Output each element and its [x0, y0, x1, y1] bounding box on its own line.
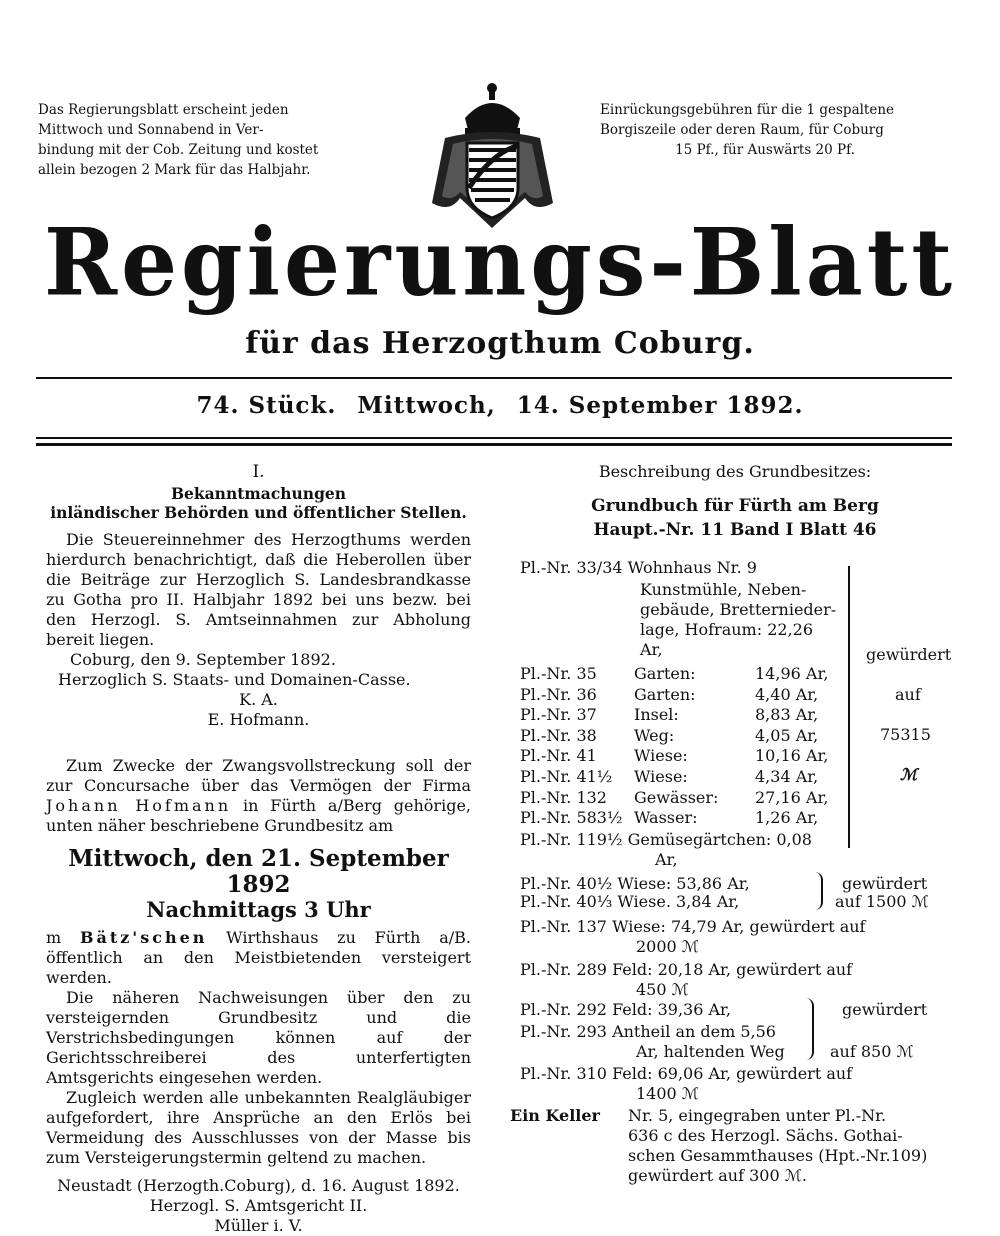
brace [815, 872, 823, 910]
masthead-title: Regierungs-Blatt [43, 207, 957, 317]
parcel-line: lage, Hofraum: 22,26 [640, 620, 813, 639]
auction-firm-name: Johann Hofmann [46, 796, 232, 815]
valuation-amount: 1400 ℳ [636, 1084, 699, 1103]
parcel-line: Ar, [640, 640, 663, 659]
notice-paragraph: Die Steuereinnehmer des Herzogthums werden hierdurch benachrichtigt, daß die Heberollen über die Beiträge zur Herzoglich S. Landesbrandkasse zu Gotha pro II. Halbjahr 1892 bei uns bezw. bei den Herzogl. S. Amtseinnahmen zur Abholung bereit liegen. [46, 530, 471, 649]
valuation-amount: 450 ℳ [636, 980, 689, 999]
cellar-line: 636 c des Herzogl. Sächs. Gothai- [628, 1126, 903, 1145]
valuation-label: gewürdert [866, 645, 952, 664]
auction-signature: Müller i. V. [214, 1216, 303, 1235]
parcel-line: Pl.-Nr. 292 Feld: 39,36 Ar, [520, 1000, 732, 1019]
parcel-kind: Wasser: [634, 808, 698, 828]
divider [36, 437, 952, 439]
subscription-notice [38, 100, 383, 180]
right-column [520, 462, 950, 540]
valuation-label: auf [895, 685, 921, 704]
fees-notice [600, 100, 930, 160]
auction-creditors: Zugleich werden alle unbekannten Realgläubiger aufgefordert, ihre Ansprüche an den Erlös bei Vermeidung des Ausschlusses von der Masse bis zum Versteigerungstermin geltend zu machen. [46, 1088, 471, 1167]
parcel-number: Pl.-Nr. 38 [520, 725, 597, 745]
parcel-area: 4,05 Ar, [755, 725, 819, 745]
auction-time: Nachmittags 3 Uhr [146, 897, 371, 922]
notice-place-date: Coburg, den 9. September 1892. [70, 650, 336, 669]
auction-date: Mittwoch, den 21. September 1892 [68, 845, 449, 898]
parcel-number: Pl.-Nr. 41½ [520, 767, 613, 786]
auction-details: Die näheren Nachweisungen über den zu versteigernden Grundbesitz und die Verstrichsbedingungen können auf der Gerichtsschreiberei des unterfertigten Amtsgerichts eingesehen werden. [46, 988, 471, 1087]
parcel-line: Pl.-Nr. 33/34 Wohnhaus Nr. 9 [520, 558, 757, 577]
fees-line: 15 Pf., für Auswärts 20 Pf. [675, 142, 855, 158]
parcel-area: 1,26 Ar, [755, 808, 819, 828]
auction-court: Herzogl. S. Amtsgericht II. [149, 1196, 368, 1215]
fees-line: Borgiszeile oder deren Raum, für Coburg [600, 122, 884, 138]
parcel-area: 14,96 Ar, [755, 664, 829, 683]
cellar-line: Nr. 5, eingegraben unter Pl.-Nr. [628, 1106, 887, 1125]
valuation-label: gewürdert [842, 874, 928, 893]
subscription-line: Mittwoch und Sonnabend in Ver- [38, 122, 264, 138]
parcel-number: Pl.-Nr. 583½ [520, 808, 623, 828]
brace [848, 566, 850, 848]
divider [36, 377, 952, 379]
auction-location-text: Wirthshaus zu Fürth a/B. öffentlich an den Meistbietenden versteigert werden. [46, 928, 471, 987]
issue-line [0, 392, 1000, 419]
subscription-line: Das Regierungsblatt erscheint jeden [38, 102, 289, 118]
issue-day: Mittwoch, [357, 392, 496, 419]
auction-intro [46, 756, 471, 836]
parcel-kind: Wiese: [634, 767, 688, 786]
masthead-subtitle: für das Herzogthum Coburg. [245, 326, 755, 361]
parcel-area: 27,16 Ar, [755, 787, 829, 807]
parcel-kind: Garten: [634, 664, 696, 683]
parcel-line: Pl.-Nr. 293 Antheil an dem 5,56 [520, 1022, 776, 1041]
notice-signature: E. Hofmann. [207, 710, 310, 729]
parcel-line: Ar, [655, 850, 678, 869]
fees-line: Einrückungsgebühren für die 1 gespaltene [600, 102, 895, 118]
auction-location-text: m [46, 928, 62, 947]
parcel-kind: Insel: [634, 705, 679, 725]
section-heading: Bekanntmachungen [170, 484, 347, 503]
parcel-number: Pl.-Nr. 132 [520, 787, 607, 807]
parcel-line: Ar, haltenden Weg [636, 1042, 785, 1061]
parcel-area: 4,40 Ar, [755, 684, 819, 704]
notice-office: Herzoglich S. Staats- und Domainen-Casse. [58, 670, 411, 689]
valuation-amount: auf 1500 ℳ [835, 892, 929, 911]
parcel-number: Pl.-Nr. 36 [520, 684, 597, 704]
section-heading: inländischer Behörden und öffentlicher Stellen. [50, 503, 467, 522]
divider [36, 443, 952, 446]
parcel-line: gebäude, Bretternieder- [640, 600, 837, 619]
cellar-line: schen Gesammthauses (Hpt.-Nr.109) [628, 1146, 928, 1165]
parcel-line: Pl.-Nr. 119½ Gemüsegärtchen: 0,08 [520, 830, 812, 849]
auction-intro-text: Zum Zwecke der Zwangsvollstreckung soll der zur Concursache über das Vermögen der Firma [46, 756, 471, 795]
parcel-kind: Wiese: [634, 746, 688, 766]
parcel-number: Pl.-Nr. 37 [520, 705, 597, 725]
issue-number: 74. Stück. [196, 392, 337, 419]
brace [806, 998, 814, 1060]
valuation-amount: 75315 [880, 725, 931, 744]
parcel-line: Pl.-Nr. 310 Feld: 69,06 Ar, gewürdert auf [520, 1064, 853, 1083]
parcel-line: Pl.-Nr. 289 Feld: 20,18 Ar, gewürdert auf [520, 960, 853, 979]
subscription-line: bindung mit der Cob. Zeitung und kostet [38, 142, 319, 158]
parcel-line: Kunstmühle, Neben- [640, 580, 807, 599]
parcel-line: Pl.-Nr. 137 Wiese: 74,79 Ar, gewürdert auf [520, 917, 866, 936]
left-column [46, 462, 471, 1236]
parcel-area: 8,83 Ar, [755, 705, 819, 725]
cellar-label: Ein Keller [510, 1106, 600, 1125]
parcel-number: Pl.-Nr. 35 [520, 664, 597, 683]
currency-mark: ℳ [900, 765, 918, 784]
issue-date: 14. September 1892. [516, 392, 804, 419]
parcel-number: Pl.-Nr. 41 [520, 746, 597, 766]
auction-inn-name: Bätz'schen [79, 928, 208, 947]
parcel-area: 4,34 Ar, [755, 767, 819, 786]
parcel-kind: Weg: [634, 725, 675, 745]
parcel-kind: Garten: [634, 684, 696, 704]
parcel-kind: Gewässer: [634, 787, 719, 807]
land-register: Grundbuch für Fürth am Berg [591, 496, 879, 516]
valuation-label: gewürdert [842, 1000, 928, 1019]
register-volume: Haupt.-Nr. 11 Band I Blatt 46 [593, 520, 877, 540]
parcel-line: Pl.-Nr. 40⅓ Wiese. 3,84 Ar, [520, 892, 740, 911]
auction-location [46, 928, 471, 988]
section-number: I. [252, 462, 265, 482]
subscription-line: allein bezogen 2 Mark für das Halbjahr. [38, 162, 311, 178]
valuation-amount: auf 850 ℳ [830, 1042, 914, 1061]
cellar-line: gewürdert auf 300 ℳ. [628, 1166, 807, 1185]
valuation-amount: 2000 ℳ [636, 937, 699, 956]
parcel-area: 10,16 Ar, [755, 746, 829, 766]
auction-place-date: Neustadt (Herzogth.Coburg), d. 16. August 1892. [57, 1176, 460, 1195]
notice-ka: K. A. [239, 690, 278, 709]
auction-intro-text: in Fürth a/Berg gehörige, unten näher beschriebene Grundbesitz am [46, 796, 471, 835]
parcel-line: Pl.-Nr. 40½ Wiese: 53,86 Ar, [520, 874, 750, 893]
property-heading: Beschreibung des Grundbesitzes: [598, 462, 872, 481]
